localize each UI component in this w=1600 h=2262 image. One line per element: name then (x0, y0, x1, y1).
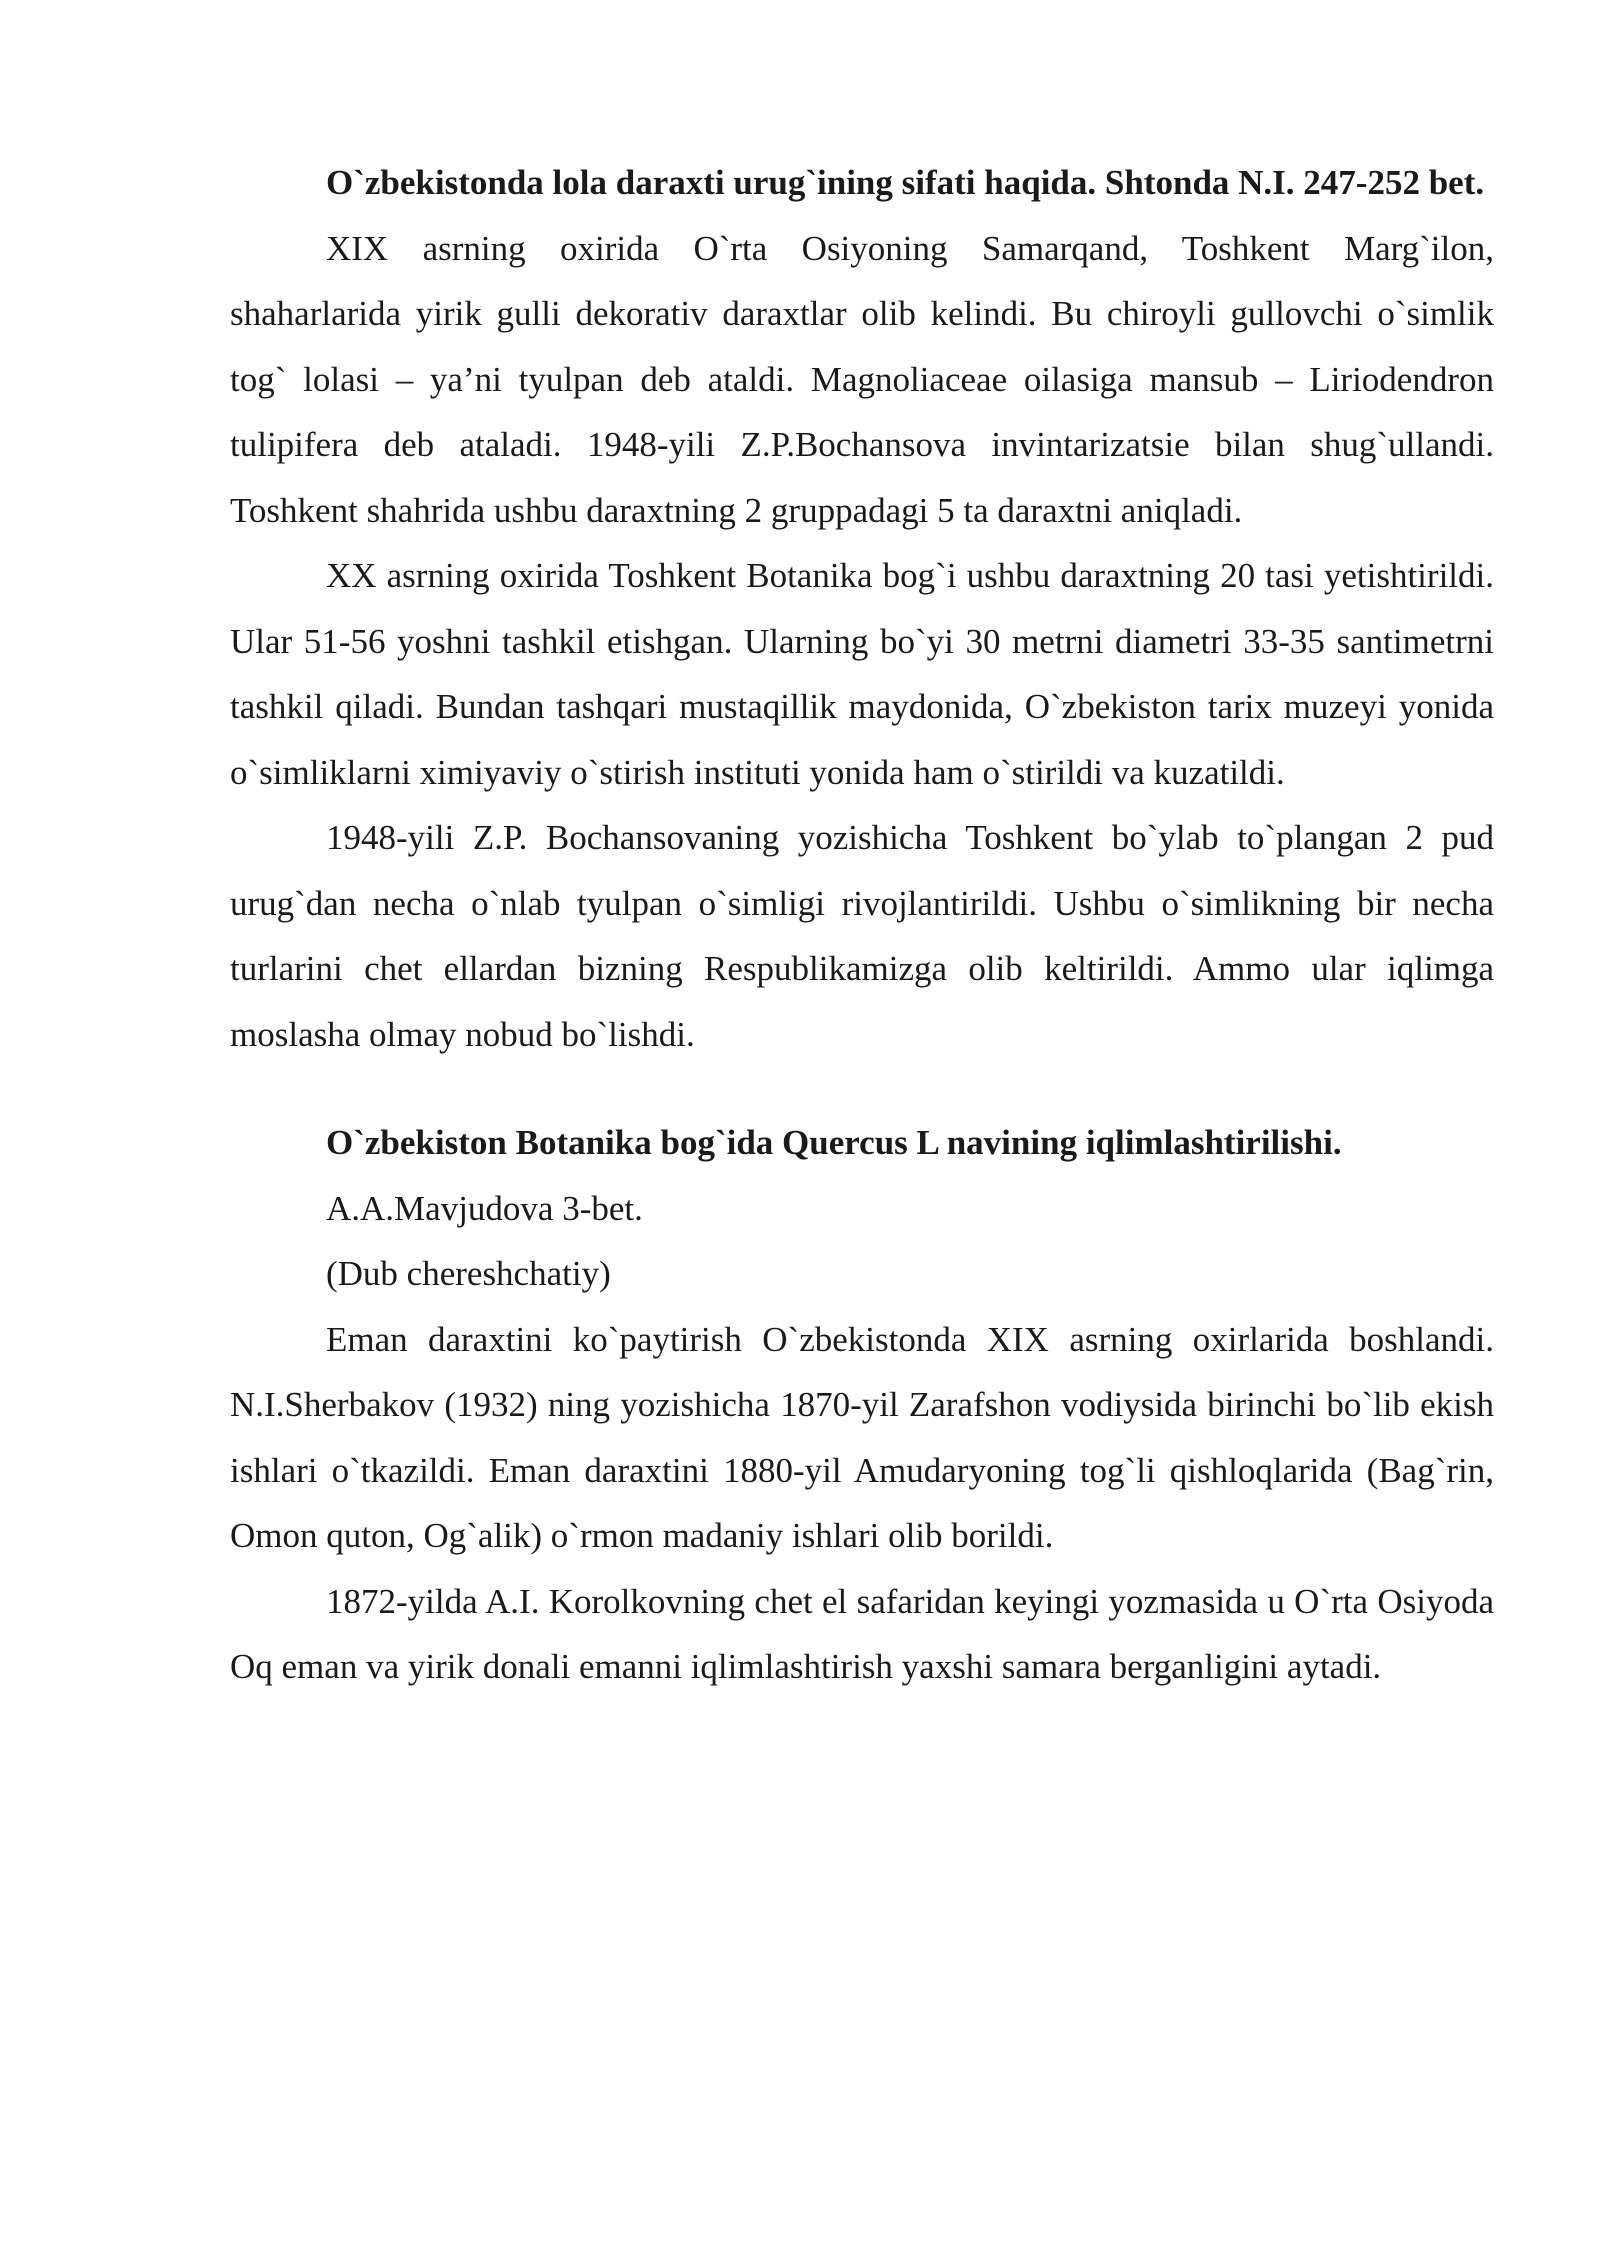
section-1-heading: O`zbekistonda lola daraxti urug`ining sifati haqida. Shtonda N.I. 247-252 bet. (326, 163, 1485, 202)
section-2-heading: O`zbekiston Botanika bog`ida Quercus L navining iqlimlashtirilishi. (326, 1123, 1342, 1162)
section-2-subtitle: (Dub chereshchatiy) (326, 1254, 611, 1293)
section-2-author: A.A.Mavjudova 3-bet. (326, 1188, 643, 1228)
section-spacer (230, 1067, 1494, 1110)
section-1-paragraph-2: XX asrning oxirida Toshkent Botanika bog`i ushbu daraxtning 20 tasi yetishtirildi. Ular 51-56 yoshni tashkil etishgan. Ularning bo`yi 30 metrni diametri 33-35 santimetrni tashkil qiladi. Bundan tashqari mustaqillik maydonida, O`zbekiston tarix muzeyi yonida o`simliklarni ximiyaviy o`stirish instituti yonida ham o`stirildi va kuzatildi. (230, 556, 1494, 792)
section-1-paragraph-1: XIX asrning oxirida O`rta Osiyoning Samarqand, Toshkent Marg`ilon, shaharlarida yirik gulli dekorativ daraxtlar olib kelindi. Bu chiroyli gullovchi o`simlik tog` lolasi – ya’ni tyulpan deb ataldi. Magnoliaceae oilasiga mansub – Liriodendron tulipifera deb ataladi. 1948-yili Z.P.Bochansova invintarizatsie bilan shug`ullandi. Toshkent shahrida ushbu daraxtning 2 gruppadagi 5 ta daraxtni aniqladi. (230, 228, 1494, 530)
section-2-paragraph-1: Eman daraxtini ko`paytirish O`zbekistonda XIX asrning oxirlarida boshlandi. N.I.Sherbakov (1932) ning yozishicha 1870-yil Zarafshon vodiysida birinchi bo`lib ekish ishlari o`tkazildi. Eman daraxtini 1880-yil Amudaryoning tog`li qishloqlarida (Bag`rin, Omon quton, Og`alik) o`rmon madaniy ishlari olib borildi. (230, 1319, 1494, 1555)
section-2-paragraph-2: 1872-yilda A.I. Korolkovning chet el safaridan keyingi yozmasida u O`rta Osiyoda Oq eman va yirik donali emanni iqlimlashtirish yaxshi samara berganligini aytadi. (230, 1581, 1494, 1686)
document-body (230, 150, 1494, 1700)
section-1-paragraph-3: 1948-yili Z.P. Bochansovaning yozishicha Toshkent bo`ylab to`plangan 2 pud urug`dan necha o`nlab tyulpan o`simligi rivojlantirildi. Ushbu o`simlikning bir necha turlarini chet ellardan bizning Respublikamizga olib keltirildi. Ammo ular iqlimga moslasha olmay nobud bo`lishdi. (230, 818, 1494, 1054)
